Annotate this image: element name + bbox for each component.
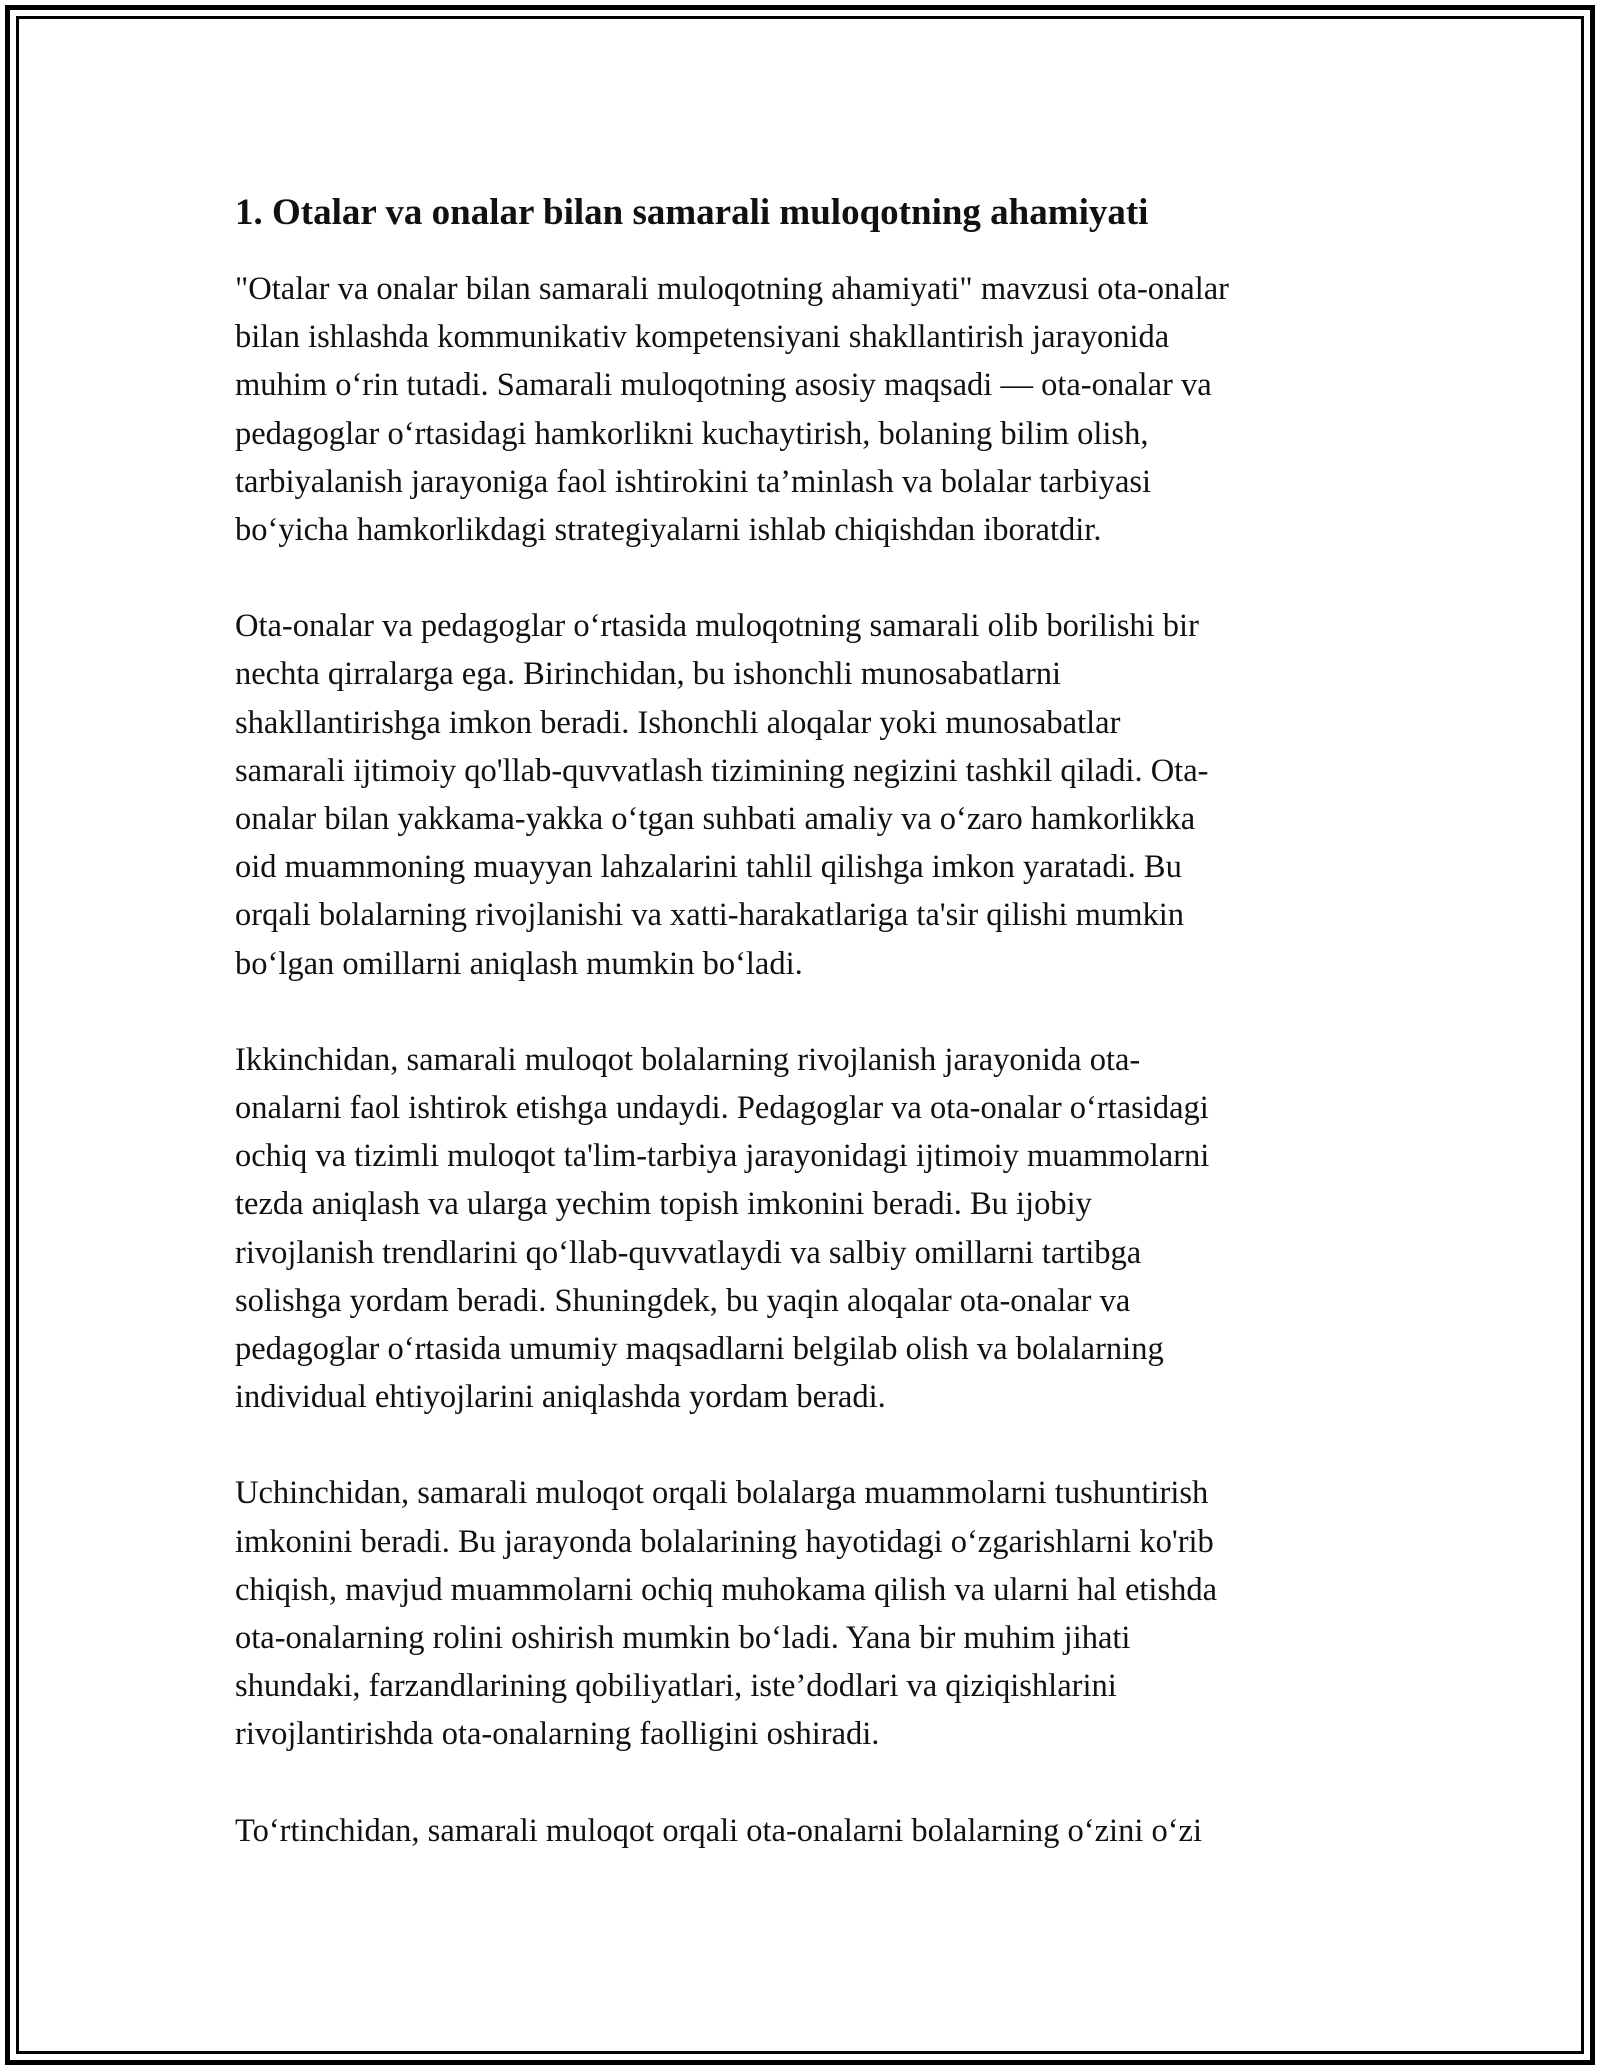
- paragraph-line: Ota-onalar va pedagoglar o‘rtasida muloqotning samarali olib borilishi bir: [235, 608, 1199, 645]
- paragraph-line: samarali ijtimoiy qo'llab-quvvatlash tizimining negizini tashkil qiladi. Ota-: [235, 752, 1209, 789]
- paragraph-line: "Otalar va onalar bilan samarali muloqotning ahamiyati" mavzusi ota-onalar: [235, 271, 1229, 307]
- paragraph-line: solishga yordam beradi. Shuningdek, bu yaqin aloqalar ota-onalar va: [235, 1282, 1131, 1319]
- paragraph-line: individual ehtiyojlarini aniqlashda yordam beradi.: [235, 1379, 886, 1416]
- paragraph-line: pedagoglar o‘rtasida umumiy maqsadlarni belgilab olish va bolalarning: [235, 1331, 1164, 1368]
- paragraph: [235, 1807, 1371, 1855]
- paragraph: [235, 265, 1371, 554]
- paragraph-line: ochiq va tizimli muloqot ta'lim-tarbiya jarayonidagi ijtimoiy muammolarni: [235, 1138, 1210, 1175]
- paragraph-line: muhim o‘rin tutadi. Samarali muloqotning asosiy maqsadi — ota-onalar va: [235, 367, 1212, 404]
- paragraph-line: orqali bolalarning rivojlanishi va xatti-harakatlariga ta'sir qilishi mumkin: [235, 897, 1185, 934]
- section-heading: 1. Otalar va onalar bilan samarali muloqotning ahamiyati: [235, 192, 1149, 233]
- paragraph-line: bo‘yicha hamkorlikdagi strategiyalarni ishlab chiqishdan iboratdir.: [235, 512, 1102, 549]
- paragraph-line: bilan ishlashda kommunikativ kompetensiyani shakllantirish jarayonida: [235, 319, 1170, 356]
- paragraph-line: chiqish, mavjud muammolarni ochiq muhokama qilish va ularni hal etishda: [235, 1571, 1218, 1608]
- paragraph-line: Ikkinchidan, samarali muloqot bolalarning rivojlanish jarayonida ota-: [235, 1041, 1141, 1078]
- paragraph: [235, 1469, 1371, 1758]
- paragraph-line: nechta qirralarga ega. Birinchidan, bu ishonchli munosabatlarni: [235, 656, 1062, 693]
- paragraph-line: oid muammoning muayyan lahzalarini tahlil qilishga imkon yaratadi. Bu: [235, 849, 1182, 886]
- paragraph-line: imkonini beradi. Bu jarayonda bolalarining hayotidagi o‘zgarishlarni ko'rib: [235, 1523, 1214, 1560]
- paragraph-line: onalar bilan yakkama-yakka o‘tgan suhbati amaliy va o‘zaro hamkorlikka: [235, 801, 1196, 838]
- paragraph-list: [235, 265, 1371, 1855]
- paragraph-line: shundaki, farzandlarining qobiliyatlari, iste’dodlari va qiziqishlarini: [235, 1668, 1117, 1705]
- paragraph-line: rivojlanish trendlarini qo‘llab-quvvatlaydi va salbiy omillarni tartibga: [235, 1234, 1142, 1271]
- paragraph-line: shakllantirishga imkon beradi. Ishonchli aloqalar yoki munosabatlar: [235, 704, 1121, 741]
- paragraph-line: ota-onalarning rolini oshirish mumkin bo‘ladi. Yana bir muhim jihati: [235, 1620, 1131, 1657]
- paragraph-line: tezda aniqlash va ularga yechim topish imkonini beradi. Bu ijobiy: [235, 1186, 1092, 1223]
- paragraph-line: bo‘lgan omillarni aniqlash mumkin bo‘ladi.: [235, 945, 803, 982]
- paragraph-line: rivojlantirishda ota-onalarning faolligini oshiradi.: [235, 1716, 880, 1753]
- paragraph-line: pedagoglar o‘rtasidagi hamkorlikni kuchaytirish, bolaning bilim olish,: [235, 415, 1149, 452]
- paragraph: [235, 1036, 1371, 1422]
- paragraph-line: onalarni faol ishtirok etishga undaydi. Pedagoglar va ota-onalar o‘rtasidagi: [235, 1090, 1209, 1127]
- document-body: [235, 186, 1371, 1903]
- paragraph-line: Uchinchidan, samarali muloqot orqali bolalarga muammolarni tushuntirish: [235, 1475, 1209, 1512]
- paragraph-line: tarbiyalanish jarayoniga faol ishtirokini ta’minlash va bolalar tarbiyasi: [235, 463, 1152, 500]
- paragraph-line: To‘rtinchidan, samarali muloqot orqali ota-onalarni bolalarning o‘zini o‘zi: [235, 1812, 1203, 1849]
- paragraph: [235, 602, 1371, 988]
